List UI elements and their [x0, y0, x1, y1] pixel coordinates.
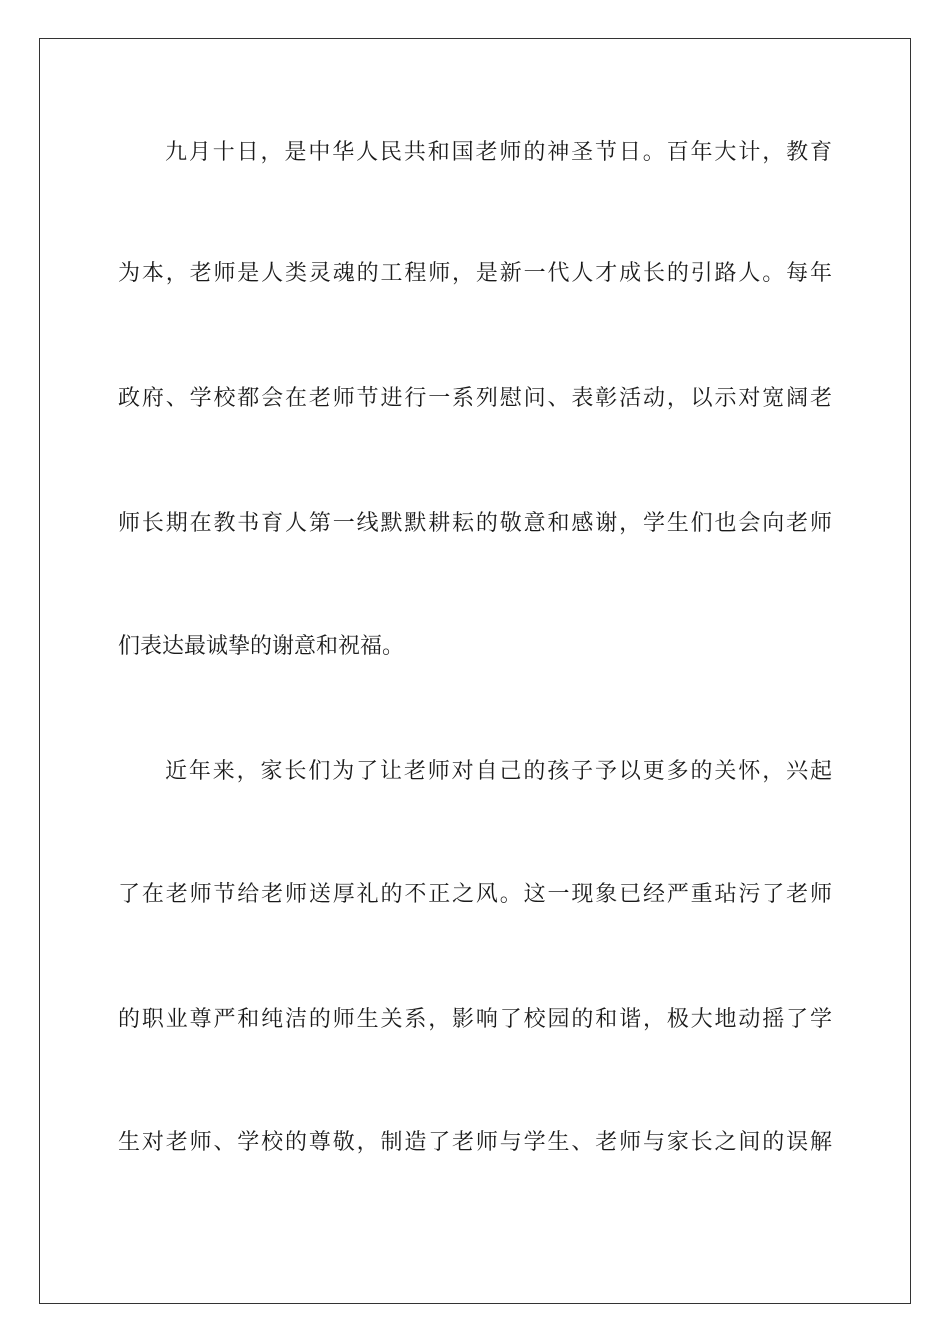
- page-border: [39, 38, 911, 1304]
- paragraph-line: 的职业尊严和纯洁的师生关系，影响了校园的和谐，极大地动摇了学: [118, 1007, 832, 1032]
- paragraph-line: 近年来，家长们为了让老师对自己的孩子予以更多的关怀，兴起: [165, 759, 832, 784]
- paragraph-line: 为本，老师是人类灵魂的工程师，是新一代人才成长的引路人。每年: [118, 261, 832, 286]
- paragraph-line: 师长期在教书育人第一线默默耕耘的敬意和感谢，学生们也会向老师: [118, 511, 832, 536]
- paragraph-line: 们表达最诚挚的谢意和祝福。: [118, 634, 405, 659]
- paragraph-line: 九月十日，是中华人民共和国老师的神圣节日。百年大计，教育: [165, 140, 832, 165]
- paragraph-line: 了在老师节给老师送厚礼的不正之风。这一现象已经严重玷污了老师: [118, 882, 832, 907]
- paragraph-line: 生对老师、学校的尊敬，制造了老师与学生、老师与家长之间的误解: [118, 1130, 832, 1155]
- paragraph-line: 政府、学校都会在老师节进行一系列慰问、表彰活动，以示对宽阔老: [118, 386, 832, 411]
